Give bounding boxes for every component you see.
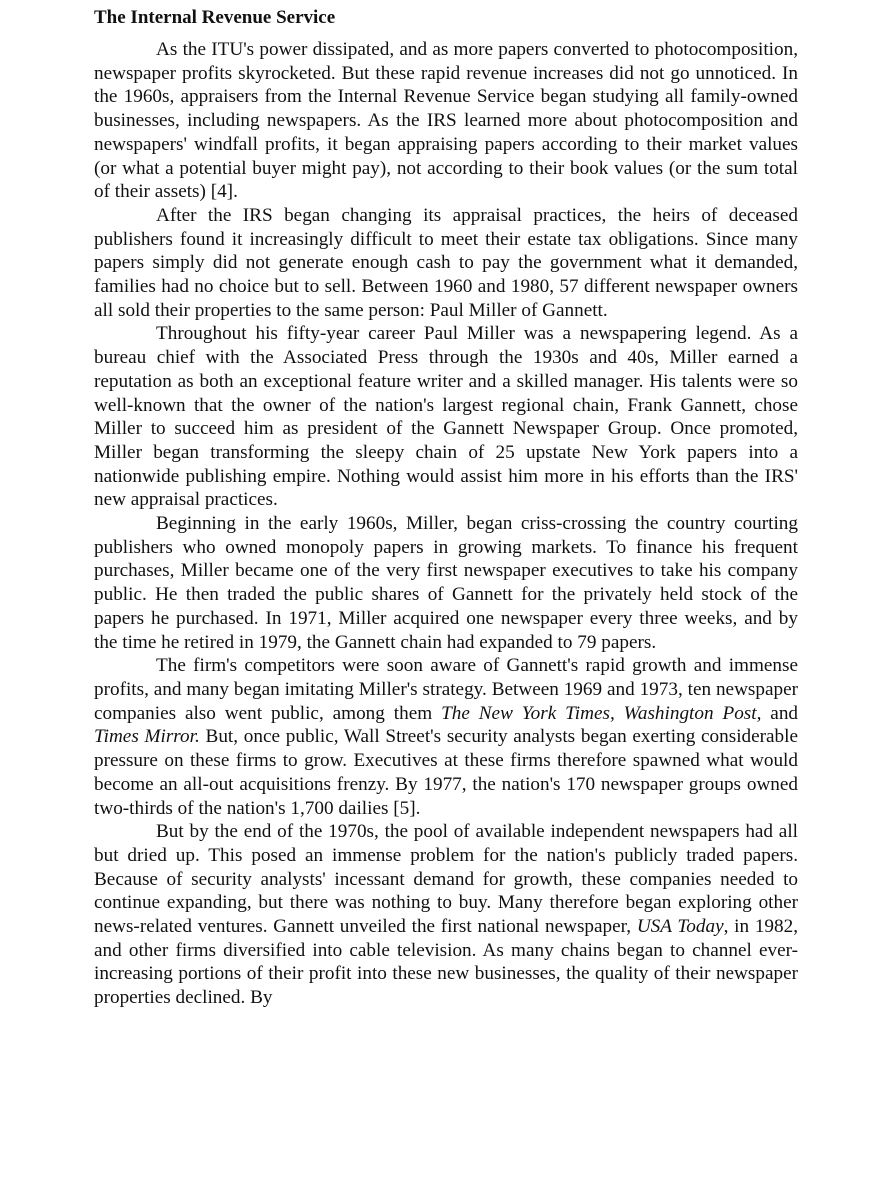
paragraph <box>94 322 798 512</box>
paragraph <box>94 204 798 323</box>
italic-title-text: The New York Times, Washington Post, <box>441 702 762 724</box>
paragraph-text: , in 1982, and other firms diversified into cable television. As many chains began to channel ever-increasing portions of their profit into these new businesses, the quality of their newspaper properties declined. By <box>94 916 798 1009</box>
paragraph <box>94 38 798 204</box>
paragraph-text: But by the end of the 1970s, the pool of available independent newspapers had all but dried up. This posed an immense problem for the nation's publicly traded papers. Because of security analysts' incessant demand for growth, these companies needed to continue expanding, but there was nothing to buy. Many therefore began exploring other news-related ventures. Gannett unveiled the first national newspaper, <box>94 821 798 938</box>
section-heading: The Internal Revenue Service <box>94 7 336 28</box>
paragraph-text: But, once public, Wall Street's security analysts began exerting considerable pressure on these firms to grow. Executives at these firms therefore spawned what would become an all-out acquisitions frenzy. By 1977, the nation's 170 newspaper groups owned two-thirds of the nation's 1,700 dailies [5]. <box>94 726 798 819</box>
document-page <box>94 6 798 1010</box>
paragraph-text: and <box>761 702 799 724</box>
paragraph <box>94 654 798 820</box>
italic-title-text: USA Today <box>636 916 724 938</box>
paragraph-text: Beginning in the early 1960s, Miller, began criss-crossing the country courting publishers who owned monopoly papers in growing markets. To finance his frequent purchases, Miller became one of the very first newspaper executives to take his company public. He then traded the public shares of Gannett for the privately held stock of the papers he purchased. In 1971, Miller acquired one newspaper every three weeks, and by the time he retired in 1979, the Gannett chain had expanded to 79 papers. <box>94 513 798 653</box>
paragraph <box>94 820 798 1010</box>
paragraph-text: After the IRS began changing its appraisal practices, the heirs of deceased publishers found it increasingly difficult to meet their estate tax obligations. Since many papers simply did not generate enough cash to pay the government what it demanded, families had no choice but to sell. Between 1960 and 1980, 57 different newspaper owners all sold their properties to the same person: Paul Miller of Gannett. <box>94 204 798 321</box>
paragraph <box>94 512 798 654</box>
paragraph-text: As the ITU's power dissipated, and as more papers converted to photocomposition, newspaper profits skyrocketed. But these rapid revenue increases did not go unnoticed. In the 1960s, appraisers from the Internal Revenue Service began studying all family-owned businesses, including newspapers. As the IRS learned more about photocomposition and newspapers' windfall profits, it began appraising papers according to their market values (or what a potential buyer might pay), not according to their book values (or the sum total of their assets) [4]. <box>94 39 798 203</box>
paragraph-text: The firm's competitors were soon aware of Gannett's rapid growth and immense profits, and many began imitating Miller's strategy. Between 1969 and 1973, ten newspaper companies also went public, among them <box>94 655 798 724</box>
paragraph-text: Throughout his fifty-year career Paul Miller was a newspapering legend. As a bureau chief with the Associated Press through the 1930s and 40s, Miller earned a reputation as both an exceptional feature writer and a skilled manager. His talents were so well-known that the owner of the nation's largest regional chain, Frank Gannett, chose Miller to succeed him as president of the Gannett Newspaper Group. Once promoted, Miller began transforming the sleepy chain of 25 upstate New York papers into a nationwide publishing empire. Nothing would assist him more in his efforts than the IRS' new appraisal practices. <box>94 323 798 511</box>
italic-title-text: Times Mirror. <box>94 726 200 748</box>
body-text <box>94 38 798 1010</box>
